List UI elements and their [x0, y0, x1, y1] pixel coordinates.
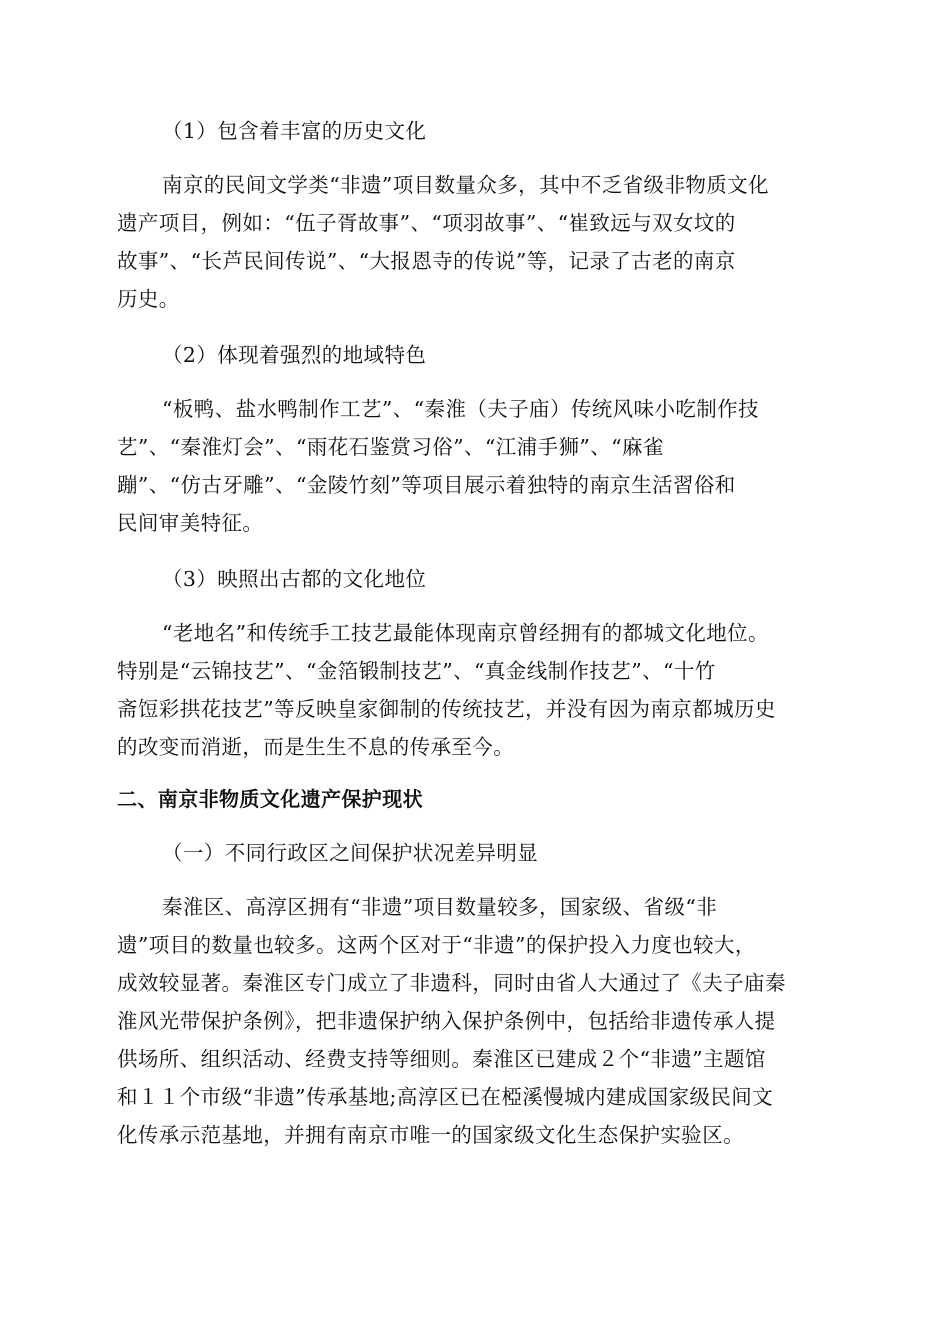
subsection-title-4: （一）不同行政区之间保护状况差异明显 — [162, 841, 539, 865]
paragraph-1-line-1: 南京的民间文学类“非遗”项目数量众多，其中不乏省级非物质文化 — [162, 173, 769, 197]
paragraph-4-line-2: 遗”项目的数量也较多。这两个区对于“非遗”的保护投入力度也较大， — [117, 933, 756, 957]
paragraph-4-line-5: 供场所、组织活动、经费支持等细则。秦淮区已建成２个“非遗”主题馆 — [117, 1047, 766, 1071]
paragraph-4-line-3: 成效较显著。秦淮区专门成立了非遗科，同时由省人大通过了《夫子庙秦 — [117, 971, 786, 995]
section-heading-2: 二、南京非物质文化遗产保护现状 — [117, 787, 423, 811]
paragraph-2-line-3: 蹦”、“仿古牙雕”、“金陵竹刻”等项目展示着独特的南京生活習俗和 — [117, 473, 736, 497]
paragraph-4-line-1: 秦淮区、高淳区拥有“非遗”项目数量较多，国家级、省级“非 — [162, 895, 718, 919]
paragraph-3-line-4: 的改变而消逝，而是生生不息的传承至今。 — [117, 735, 515, 759]
paragraph-3-line-3: 斋饾彩拱花技艺”等反映皇家御制的传统技艺，并没有因为南京都城历史 — [117, 697, 776, 721]
paragraph-2-line-1: “板鸭、盐水鸭制作工艺”、“秦淮（夫子庙）传统风味小吃制作技 — [162, 397, 759, 421]
subsection-title-2: （2）体现着强烈的地域特色 — [162, 343, 427, 367]
paragraph-3-line-1: “老地名”和传统手工技艺最能体现南京曾经拥有的都城文化地位。 — [162, 621, 769, 645]
paragraph-1-line-3: 故事”、“长芦民间传说”、“大报恩寺的传说”等，记录了古老的南京 — [117, 249, 736, 273]
paragraph-1-line-2: 遗产项目，例如：“伍子胥故事”、“项羽故事”、“崔致远与双女坟的 — [117, 211, 736, 235]
paragraph-1-line-4: 历史。 — [117, 287, 180, 311]
paragraph-4-line-4: 淮风光带保护条例》，把非遗保护纳入保护条例中，包括给非遗传承人提 — [117, 1009, 776, 1033]
paragraph-3-line-2: 特别是“云锦技艺”、“金箔锻制技艺”、“真金线制作技艺”、“十竹 — [117, 659, 716, 683]
subsection-title-3: （3）映照出古都的文化地位 — [162, 567, 427, 591]
paragraph-4-line-6: 和１１个市级“非遗”传承基地;高淳区已在椏溪慢城内建成国家级民间文 — [117, 1085, 774, 1109]
subsection-title-1: （1）包含着丰富的历史文化 — [162, 119, 427, 143]
paragraph-2-line-4: 民间审美特征。 — [117, 511, 264, 535]
paragraph-4-line-7: 化传承示范基地，并拥有南京市唯一的国家级文化生态保护实验区。 — [117, 1123, 744, 1147]
paragraph-2-line-2: 艺”、“秦淮灯会”、“雨花石鉴赏习俗”、“江浦手狮”、“麻雀 — [117, 435, 664, 459]
